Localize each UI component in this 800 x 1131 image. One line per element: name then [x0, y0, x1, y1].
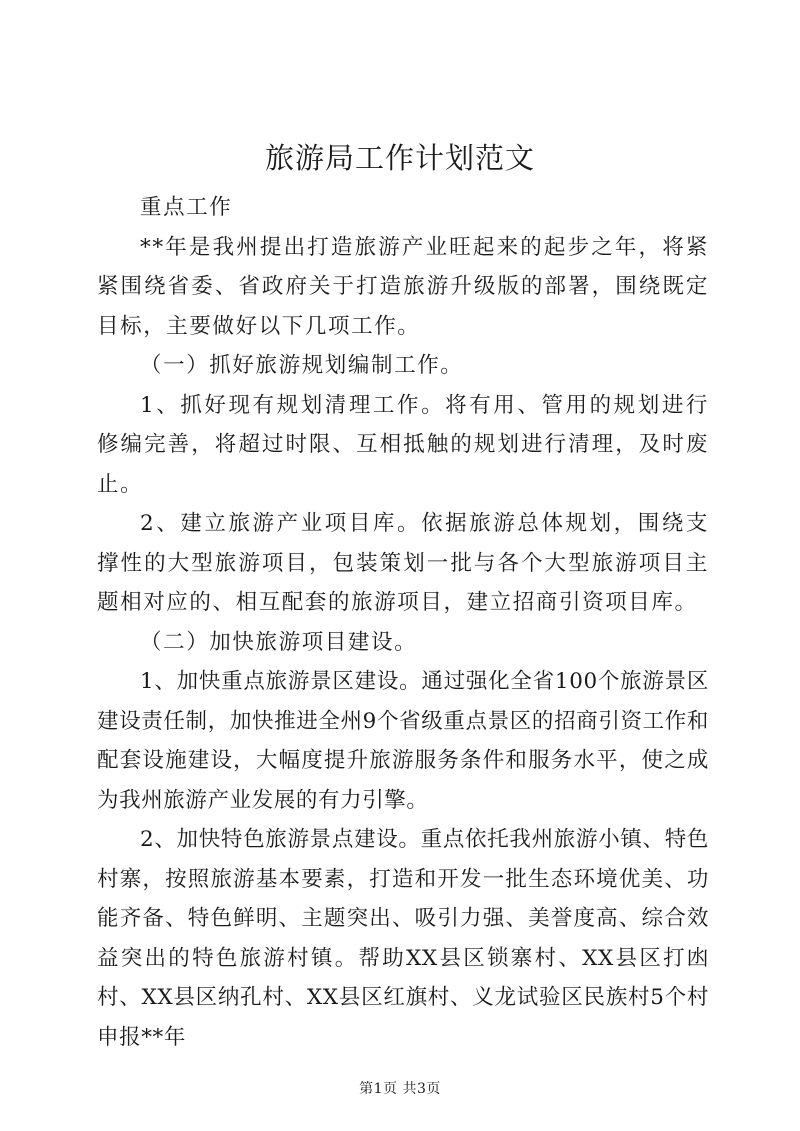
planning-item-1: 1、抓好现有规划清理工作。将有用、管用的规划进行修编完善，将超过时限、互相抵触的规划进行清理，及时废止。	[97, 392, 709, 497]
section-heading-key-work: 重点工作	[140, 195, 233, 220]
document-title: 旅游局工作计划范文	[264, 141, 535, 175]
projects-item-1: 1、加快重点旅游景区建设。通过强化全省100个旅游景区建设责任制，加快推进全州9个省级重点景区的招商引资工作和配套设施建设，大幅度提升旅游服务条件和服务水平，使之成为我州旅游产业发展的有力引擎。	[97, 669, 709, 813]
section-heading-projects: （二）加快旅游项目建设。	[140, 629, 418, 655]
intro-paragraph: **年是我州提出打造旅游产业旺起来的起步之年，将紧紧围绕省委、省政府关于打造旅游升级版的部署，围绕既定目标，主要做好以下几项工作。	[97, 234, 709, 339]
page-number-footer: 第1页 共3页	[359, 1081, 441, 1097]
projects-item-2: 2、加快特色旅游景点建设。重点依托我州旅游小镇、特色村寨，按照旅游基本要素，打造和开发一批生态环境优美、功能齐备、特色鲜明、主题突出、吸引力强、美誉度高、综合效益突出的特色旅游村镇。帮助XX县区锁寨村、XX县区打凼村、XX县区纳孔村、XX县区红旗村、义龙试验区民族村5个村申报**年	[97, 827, 709, 1050]
document-body	[97, 188, 709, 1057]
planning-item-2: 2、建立旅游产业项目库。依据旅游总体规划，围绕支撑性的大型旅游项目，包装策划一批与各个大型旅游项目主题相对应的、相互配套的旅游项目，建立招商引资项目库。	[97, 511, 709, 615]
section-heading-planning: （一）抓好旅游规划编制工作。	[140, 353, 464, 378]
